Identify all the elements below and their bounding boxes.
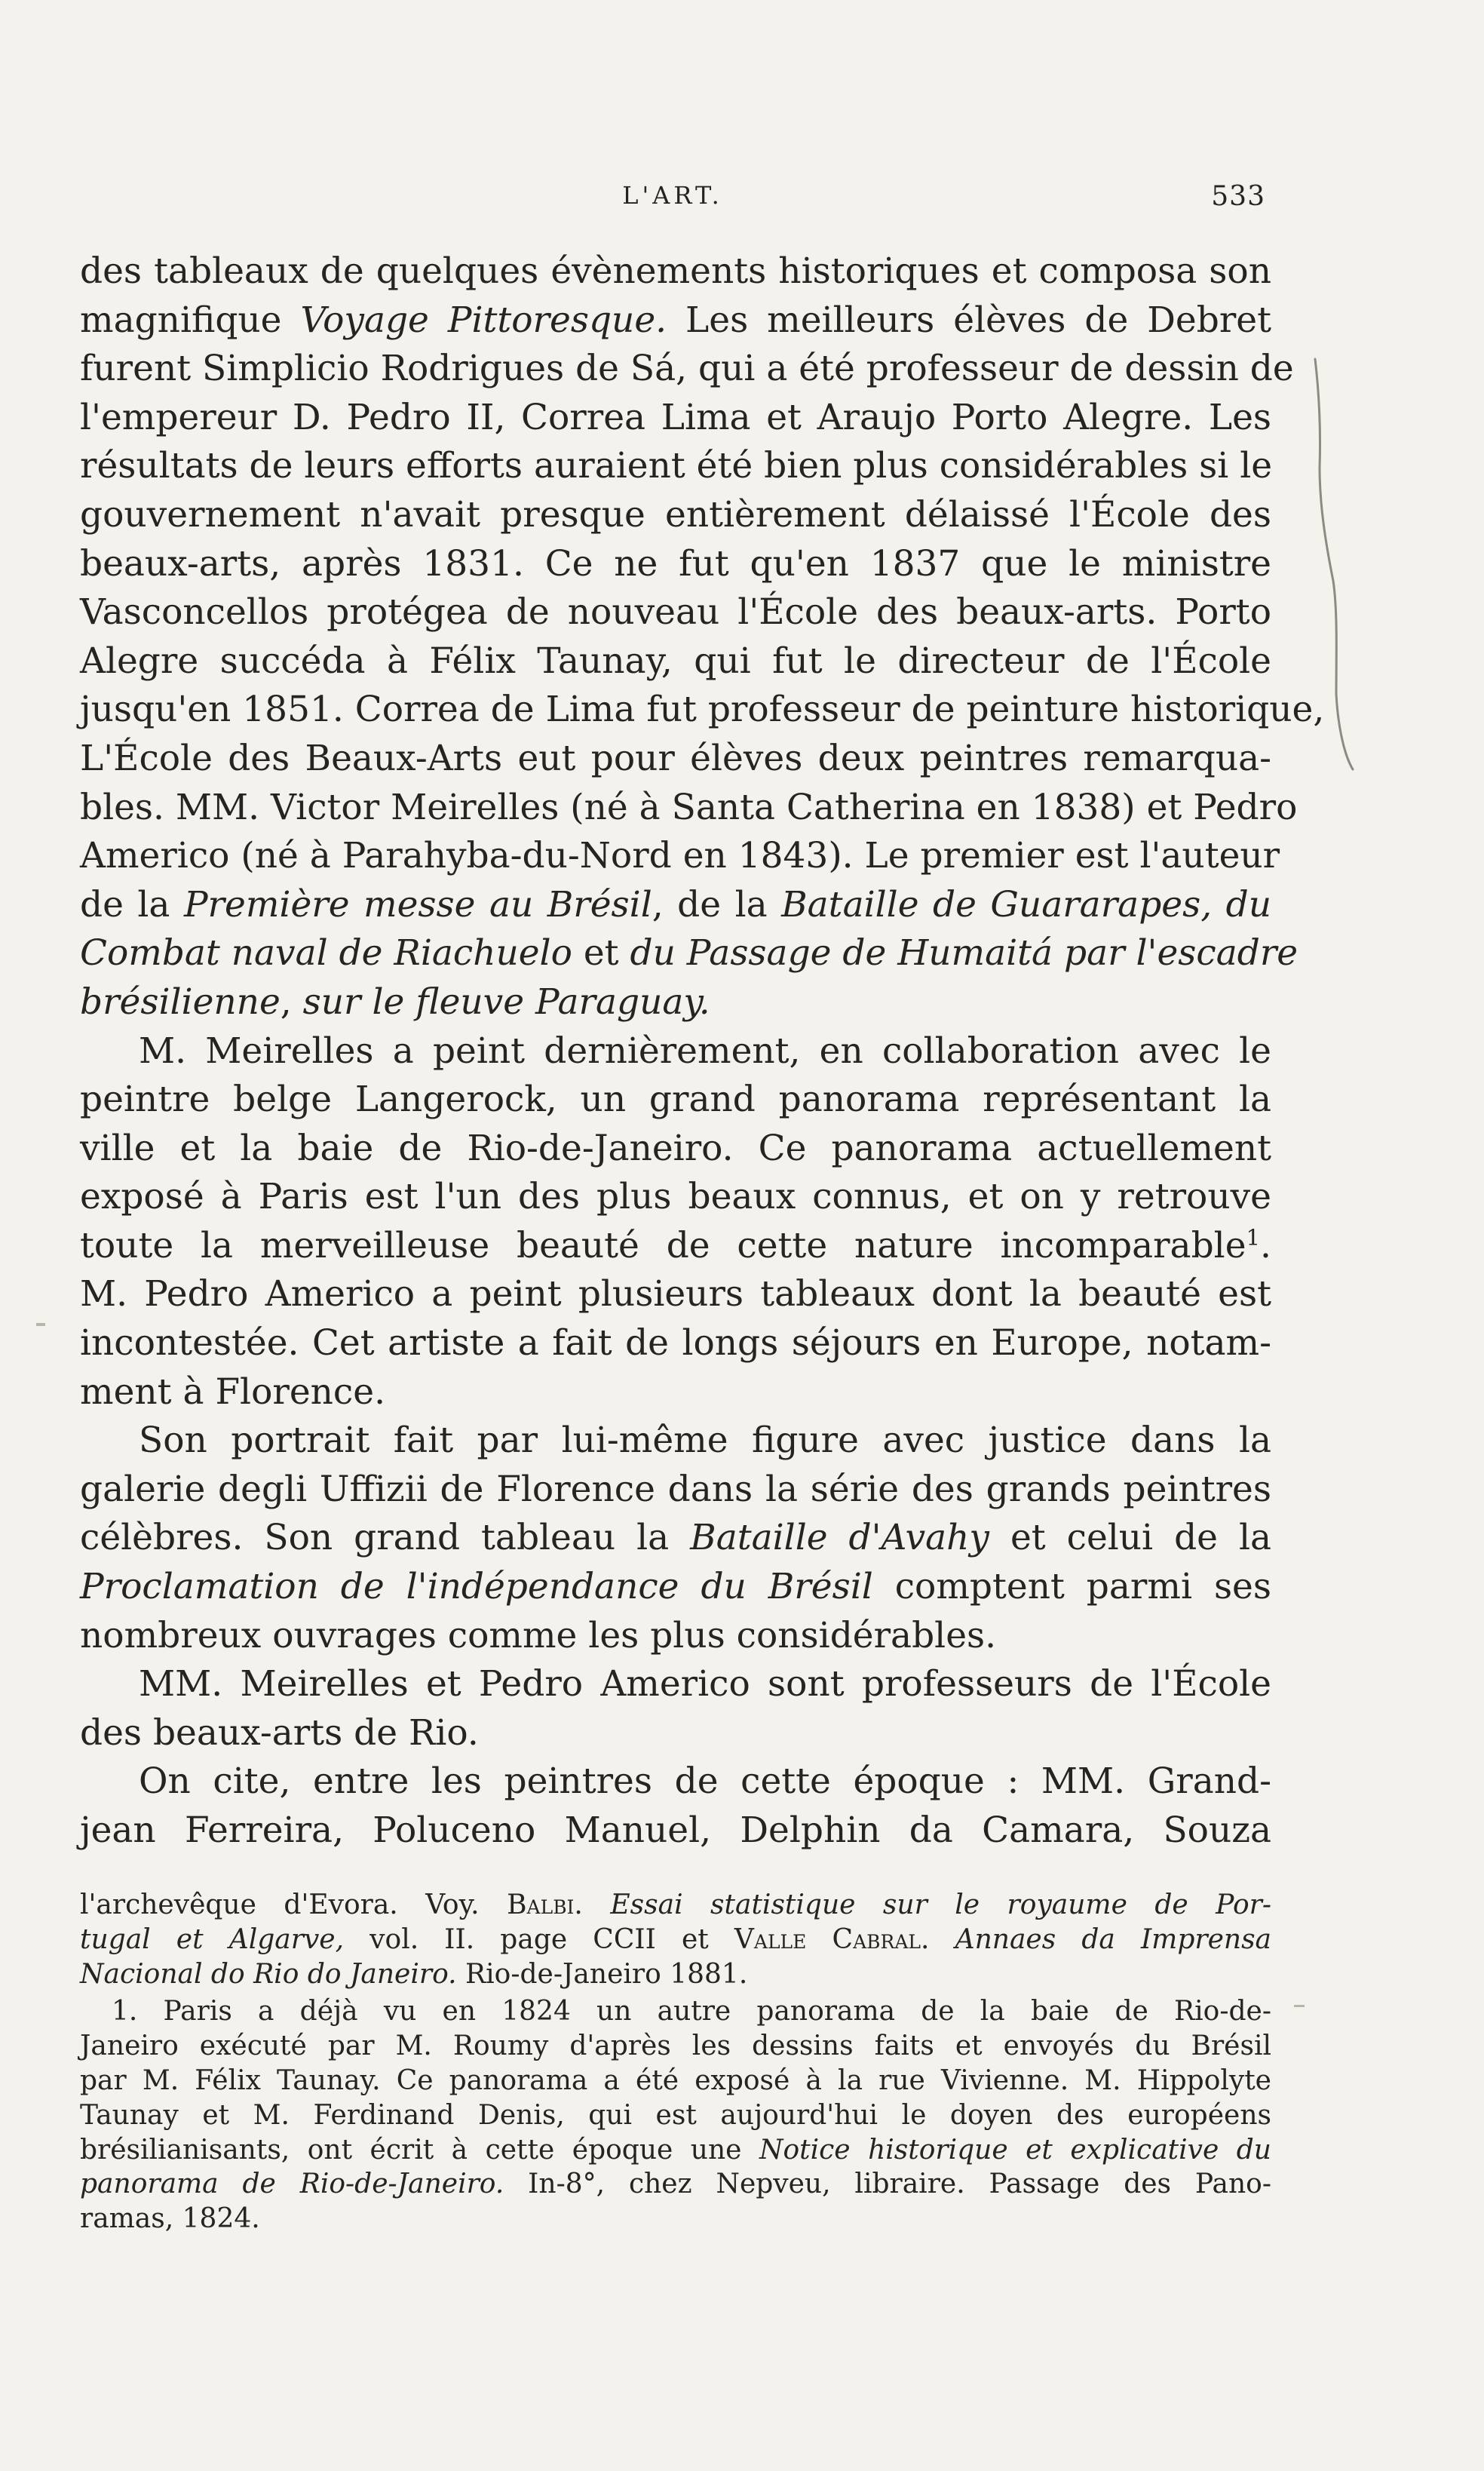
text-line: peintre belge Langerock, un grand panorama représentant la xyxy=(80,1079,1271,1121)
text-line: jean Ferreira, Poluceno Manuel, Delphin da Camara, Souza xyxy=(80,1810,1271,1851)
text-line xyxy=(80,1222,1271,1271)
footnote-line xyxy=(80,1957,1271,1992)
text-span: célèbres. Son grand tableau la xyxy=(80,1517,691,1559)
text-line: Alegre succéda à Félix Taunay, qui fut le directeur de l'École xyxy=(80,640,1271,682)
paragraph-4 xyxy=(80,1660,1271,1757)
text-line: MM. Meirelles et Pedro Americo sont professeurs de l'École xyxy=(139,1663,1271,1705)
footnote-line: Taunay et M. Ferdinand Denis, qui est aujourd'hui le doyen des européens xyxy=(80,2099,1271,2131)
text-line xyxy=(80,929,1298,978)
margin-smudge xyxy=(1294,2005,1305,2007)
footnote-1 xyxy=(80,1994,1271,2236)
footnote-line xyxy=(80,1923,1271,1957)
page-number: 533 xyxy=(1211,181,1265,212)
text-span: , de la xyxy=(652,883,782,925)
text-line: gouvernement n'avait presque entièrement délaissé l'École des xyxy=(80,493,1271,536)
page-header xyxy=(80,181,1265,219)
text-line: bles. MM. Victor Meirelles (né à Santa Catherina en 1838) et Pedro xyxy=(80,786,1298,828)
text-span: , xyxy=(280,981,303,1023)
text-line: L'École des Beaux-Arts eut pour élèves deux peintres remarqua- xyxy=(80,737,1271,779)
italic-title: Bataille d'Avahy xyxy=(690,1517,989,1559)
text-line: galerie degli Uffizii de Florence dans la série des grands peintres xyxy=(80,1468,1271,1510)
footnote-line xyxy=(80,1888,1271,1923)
italic-title: Bataille de Guararapes, du xyxy=(781,883,1272,925)
text-line: beaux-arts, après 1831. Ce ne fut qu'en 1837 que le ministre xyxy=(80,542,1271,585)
text-span: l'archevêque d'Evora. Voy. xyxy=(80,1889,507,1920)
text-line: résultats de leurs efforts auraient été bien plus considérables si le xyxy=(80,445,1273,487)
text-line: incontestée. Cet artiste a fait de longs séjours en Europe, notam- xyxy=(80,1322,1271,1364)
text-span: vol. II. page CCII et xyxy=(344,1923,734,1955)
text-line: l'empereur D. Pedro II, Correa Lima et Araujo Porto Alegre. Les xyxy=(80,396,1271,438)
text-line xyxy=(80,978,1271,1027)
footnote-line xyxy=(80,2133,1271,2168)
italic-title: Notice historique et explicative du xyxy=(759,2134,1271,2166)
text-line: ment à Florence. xyxy=(80,1371,386,1413)
footnote-line: par M. Félix Taunay. Ce panorama a été exposé à la rue Vivienne. M. Hippolyte xyxy=(80,2064,1271,2096)
text-span: et celui de la xyxy=(989,1517,1271,1559)
italic-title: Combat naval de Riachuelo xyxy=(80,932,572,975)
text-span: magnifique xyxy=(80,299,301,341)
text-span: comptent parmi ses xyxy=(872,1566,1271,1608)
italic-title: Nacional do Rio do Janeiro. xyxy=(80,1958,457,1990)
text-line: des tableaux de quelques évènements historiques et composa son xyxy=(80,250,1271,292)
italic-title: brésilienne xyxy=(80,981,281,1023)
italic-title: Annaes da Imprensa xyxy=(929,1923,1272,1955)
text-line: Americo (né à Parahyba-du-Nord en 1843). Le premier est l'auteur xyxy=(80,835,1280,877)
italic-title: Proclamation de l'indépendance du Brésil xyxy=(80,1566,873,1608)
margin-bracket-mark xyxy=(1311,355,1356,777)
author-name: Valle Cabral. xyxy=(734,1923,930,1955)
italic-title: Essai statistique sur le royaume de Por- xyxy=(582,1889,1271,1920)
text-line xyxy=(80,881,1271,930)
text-span: et xyxy=(572,932,630,975)
text-line: Vasconcellos protégea de nouveau l'École des beaux-arts. Porto xyxy=(80,591,1271,634)
italic-title: Première messe au Brésil xyxy=(183,883,652,925)
paragraph-5 xyxy=(80,1757,1271,1855)
footnote-line xyxy=(80,2167,1271,2202)
text-span: Les meilleurs élèves de Debret xyxy=(667,299,1272,341)
italic-title: sur le fleuve Paraguay. xyxy=(302,981,710,1023)
footnotes xyxy=(80,1888,1271,2239)
running-title: L'ART. xyxy=(622,181,723,210)
text-span: brésilianisants, ont écrit à cette époque une xyxy=(80,2134,759,2166)
paragraph-2 xyxy=(80,1027,1271,1417)
text-line xyxy=(80,1563,1271,1612)
text-line: jusqu'en 1851. Correa de Lima fut professeur de peinture historique, xyxy=(80,689,1325,731)
text-span: In-8°, chez Nepveu, libraire. Passage des Pano- xyxy=(504,2169,1271,2200)
footnote-marker: 1 xyxy=(1246,1224,1261,1251)
text-line: Son portrait fait par lui-même figure avec justice dans la xyxy=(139,1420,1271,1462)
paragraph-1 xyxy=(80,247,1325,1027)
text-line: M. Pedro Americo a peint plusieurs tableaux dont la beauté est xyxy=(80,1273,1271,1315)
footnote-line: ramas, 1824. xyxy=(80,2203,260,2235)
text-span: toute la merveilleuse beauté de cette nature incomparable xyxy=(80,1224,1246,1266)
text-span: . xyxy=(1260,1224,1271,1266)
text-line: des beaux-arts de Rio. xyxy=(80,1711,479,1754)
text-line: furent Simplicio Rodrigues de Sá, qui a été professeur de dessin de xyxy=(80,348,1294,390)
text-line: nombreux ouvrages comme les plus considérables. xyxy=(80,1614,997,1656)
text-line xyxy=(80,296,1271,345)
footnote-line: 1. Paris a déjà vu en 1824 un autre panorama de la baie de Rio-de- xyxy=(112,1996,1271,2027)
italic-title: panorama de Rio-de-Janeiro. xyxy=(80,2169,504,2200)
italic-title: tugal et Algarve, xyxy=(80,1923,345,1955)
text-line xyxy=(80,1514,1271,1563)
body-text xyxy=(80,247,1325,1856)
text-span: Rio-de-Janeiro 1881. xyxy=(456,1958,748,1990)
text-line: ville et la baie de Rio-de-Janeiro. Ce panorama actuellement xyxy=(80,1127,1271,1169)
text-line: M. Meirelles a peint dernièrement, en collaboration avec le xyxy=(139,1030,1271,1072)
italic-title: du Passage de Humaitá par l'escadre xyxy=(630,932,1298,975)
text-span: de la xyxy=(80,883,184,925)
footnote-line: Janeiro exécuté par M. Roumy d'après les dessins faits et envoyés du Brésil xyxy=(80,2031,1271,2062)
author-name: Balbi. xyxy=(507,1889,583,1920)
footnote-continuation xyxy=(80,1888,1271,1991)
paragraph-3 xyxy=(80,1417,1271,1660)
text-line: exposé à Paris est l'un des plus beaux connus, et on y retrouve xyxy=(80,1176,1271,1218)
italic-title: Voyage Pittoresque. xyxy=(300,299,667,341)
margin-smudge xyxy=(36,1323,45,1326)
text-line: On cite, entre les peintres de cette époque : MM. Grand- xyxy=(139,1760,1271,1803)
